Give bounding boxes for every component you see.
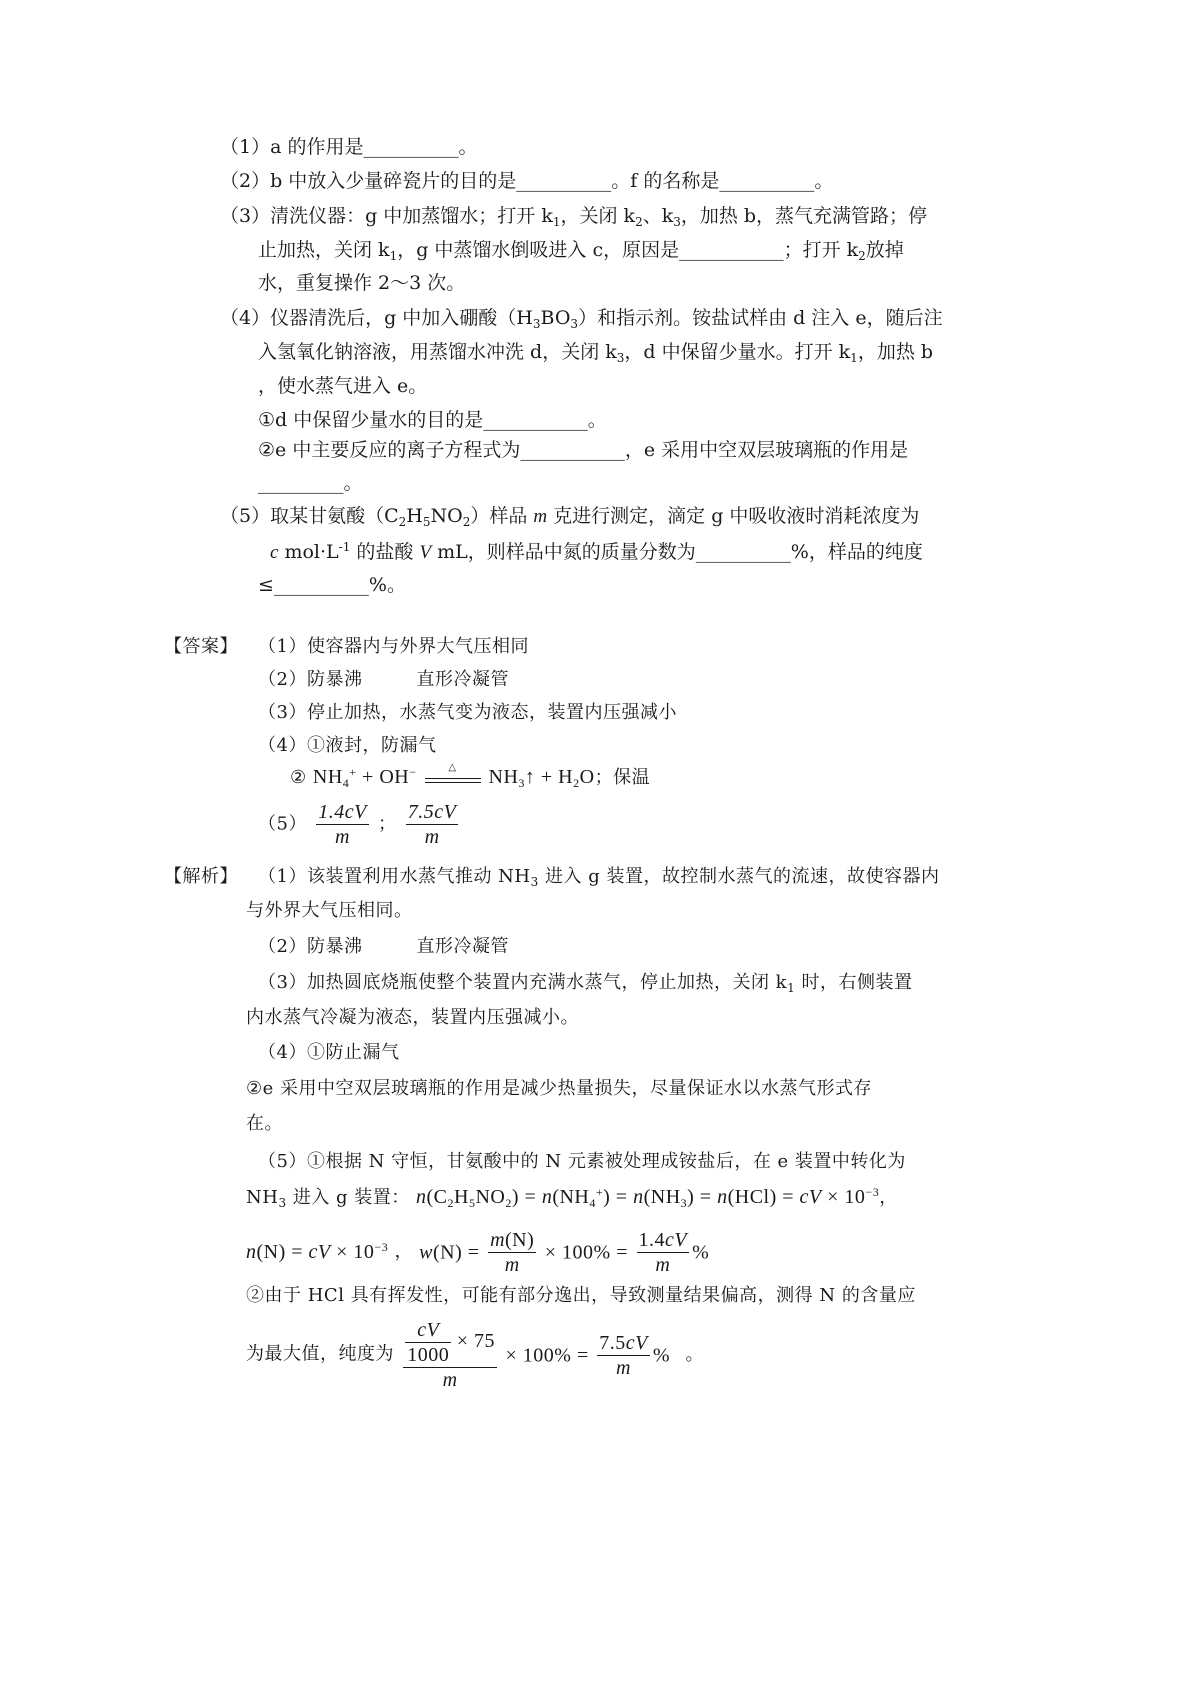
analysis-4-3: 在。 — [246, 1113, 283, 1134]
answer-3: （3）停止加热，水蒸气变为液态，装置内压强减小 — [258, 702, 677, 723]
analysis-tag: 【解析】 — [164, 866, 238, 887]
analysis-5-equation-2: n(N) = cV × $10^{-3}$ ， w(N) = $\frac{m(N)}{m}$ × 100% = $\frac{1.4cV}{m}$ % — [246, 1229, 710, 1276]
analysis-1-cont: 与外界大气压相同。 — [246, 900, 413, 921]
answer-4-equation: ② $NH_4^+ + OH^-$ △ $NH_3↑ + H_2O$；保温 — [290, 762, 651, 790]
nitrogen-mass-fraction: w(N) = $\frac{m(N)}{m}$ × 100% = $\frac{1.4cV}{m}$ % — [419, 1229, 710, 1276]
nitrogen-moles: n(N) = cV × $10^{-3}$ — [246, 1240, 389, 1264]
question-5-line-3: ≤__________%。 — [258, 574, 406, 596]
fraction-nitrogen: $\frac{1.4cV}{m}$ — [318, 801, 367, 848]
answer-1: （1）使容器内与外界大气压相同 — [258, 636, 529, 657]
question-5-line-1: （5）取某甘氨酸$(C_2H_5NO_2)$样品 m 克进行测定，滴定 g 中吸收液时消耗浓度为 — [220, 505, 920, 529]
question-4-sub-2-cont: _________。 — [258, 472, 363, 494]
analysis-1: （1）该装置利用水蒸气推动 $NH_3$ 进入 g 装置，故控制水蒸气的流速，故使容器内 — [258, 866, 940, 889]
answer-2: （2）防暴沸 直形冷凝管 — [258, 669, 509, 690]
analysis-5-2: ②由于 HCl 具有挥发性，可能有部分逸出，导致测量结果偏高，测得 N 的含量应 — [246, 1285, 916, 1306]
question-1: （1）a 的作用是__________。 — [220, 136, 478, 158]
answer-4: （4）①液封，防漏气 — [258, 735, 437, 756]
question-4-line-1: （4）仪器清洗后，g 中加入硼酸$(H_3BO_3)$和指示剂。铵盐试样由 d 注入 e，随后注 — [220, 307, 943, 331]
analysis-4-2: ②e 采用中空双层玻璃瓶的作用是减少热量损失，尽量保证水以水蒸气形式存 — [246, 1078, 873, 1099]
mole-relation: $n(C_2H_5NO_2) = n(NH_4^+) = n(NH_3) = n(HCl)$ = cV × $10^{-3}$ — [416, 1185, 880, 1210]
question-4-line-3: ，使水蒸气进入 e。 — [258, 375, 428, 397]
question-3-line-1: （3）清洗仪器：g 中加蒸馏水；打开 $k_1$，关闭 $k_2$、$k_3$，加热 b，蒸气充满管路；停 — [220, 205, 928, 229]
answer-tag: 【答案】 — [164, 636, 238, 657]
ionic-equation: $NH_4^+ + OH^-$ △ $NH_3↑ + H_2O$ — [312, 762, 595, 790]
purity-equation: $\frac{cV}{1000}$ × 75 m × 100% = $\frac{7.5cV}{m}$ % — [400, 1343, 675, 1365]
answer-5: （5） $\frac{1.4cV}{m}$ ； $\frac{7.5cV}{m}$ — [258, 801, 457, 848]
analysis-4: （4）①防止漏气 — [258, 1042, 400, 1063]
question-5-line-2: c $mol\cdot L^{-1}$ 的盐酸 V mL，则样品中氮的质量分数为__________%，样品的纯度 — [270, 540, 923, 563]
question-3-line-3: 水，重复操作 2～3 次。 — [258, 272, 466, 294]
analysis-5-equation-1: $NH_3$ 进入 g 装置： $n(C_2H_5NO_2) = n(NH_4^+) = n(NH_3) = n(HCl)$ = cV × $10^{-3}$， — [246, 1185, 898, 1210]
analysis-5-purity: 为最大值，纯度为 $\frac{cV}{1000}$ × 75 m × 100% = $\frac{7.5cV}{m}$ % 。 — [246, 1319, 704, 1391]
question-4-line-2: 入氢氧化钠溶液，用蒸馏水冲洗 d，关闭 $k_3$，d 中保留少量水。打开 $k_1$，加热 b — [258, 341, 934, 365]
fraction-purity: $\frac{7.5cV}{m}$ — [407, 801, 457, 848]
question-4-sub-2: ②e 中主要反应的离子方程式为___________，e 采用中空双层玻璃瓶的作用是 — [258, 439, 909, 461]
analysis-5: （5）①根据 N 守恒，甘氨酸中的 N 元素被处理成铵盐后，在 e 装置中转化为 — [258, 1151, 906, 1172]
analysis-3: （3）加热圆底烧瓶使整个装置内充满水蒸气，停止加热，关闭 $k_1$ 时，右侧装置 — [258, 972, 913, 995]
question-2: （2）b 中放入少量碎瓷片的目的是__________。f 的名称是__________。 — [220, 170, 834, 192]
analysis-3-cont: 内水蒸气冷凝为液态，装置内压强减小。 — [246, 1007, 579, 1028]
question-4-sub-1: ①d 中保留少量水的目的是___________。 — [258, 409, 607, 431]
analysis-2: （2）防暴沸 直形冷凝管 — [258, 936, 509, 957]
question-3-line-2: 止加热，关闭 $k_1$，g 中蒸馏水倒吸进入 c，原因是___________；打开 $k_2$放掉 — [258, 239, 904, 263]
